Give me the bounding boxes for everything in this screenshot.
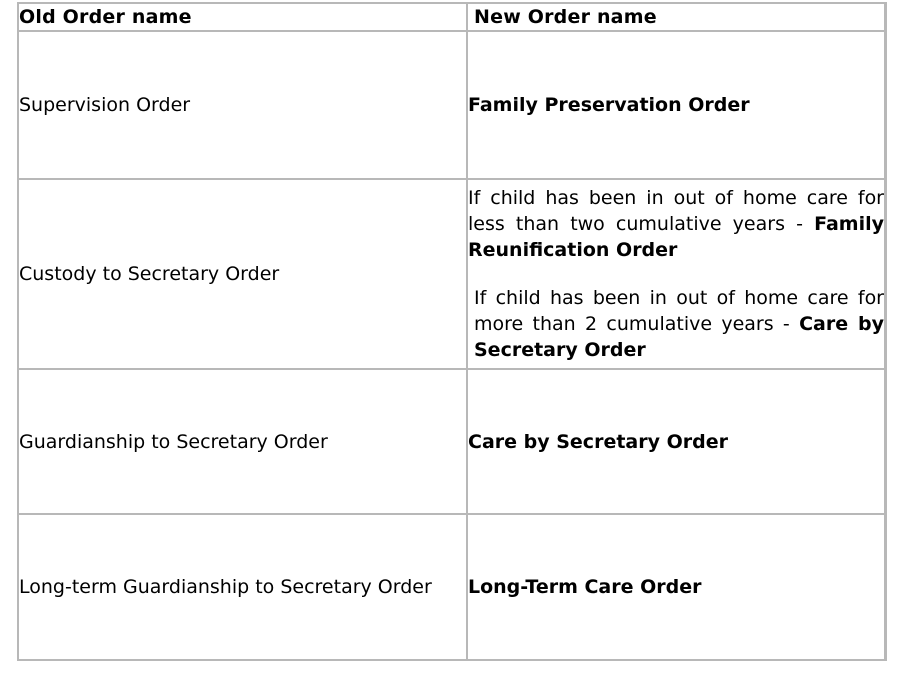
old-order-header: Old Order name xyxy=(19,4,468,32)
table-row xyxy=(19,180,884,370)
new-order-name: Care by Secretary Order xyxy=(474,313,884,361)
new-order-conditions xyxy=(468,180,884,370)
new-order-name: Care by Secretary Order xyxy=(468,370,884,515)
old-order-name: Guardianship to Secretary Order xyxy=(19,370,468,515)
new-order-header: New Order name xyxy=(468,4,884,32)
condition-paragraph xyxy=(468,185,884,263)
new-order-name: Family Reunification Order xyxy=(468,213,884,261)
condition-paragraph xyxy=(468,285,884,363)
old-order-name: Custody to Secretary Order xyxy=(19,180,468,370)
table-row xyxy=(19,32,884,180)
new-order-name: Family Preservation Order xyxy=(468,32,884,180)
order-name-table xyxy=(17,2,887,661)
table-row xyxy=(19,515,884,659)
table-row xyxy=(19,370,884,515)
condition-text: If child has been in out of home care for more than 2 cumulative years - xyxy=(474,287,884,335)
old-order-name: Long-term Guardianship to Secretary Order xyxy=(19,515,468,659)
condition-text: If child has been in out of home care for less than two cumulative years - xyxy=(468,187,884,235)
old-order-name: Supervision Order xyxy=(19,32,468,180)
header-row xyxy=(19,4,884,32)
new-order-name: Long-Term Care Order xyxy=(468,576,702,598)
